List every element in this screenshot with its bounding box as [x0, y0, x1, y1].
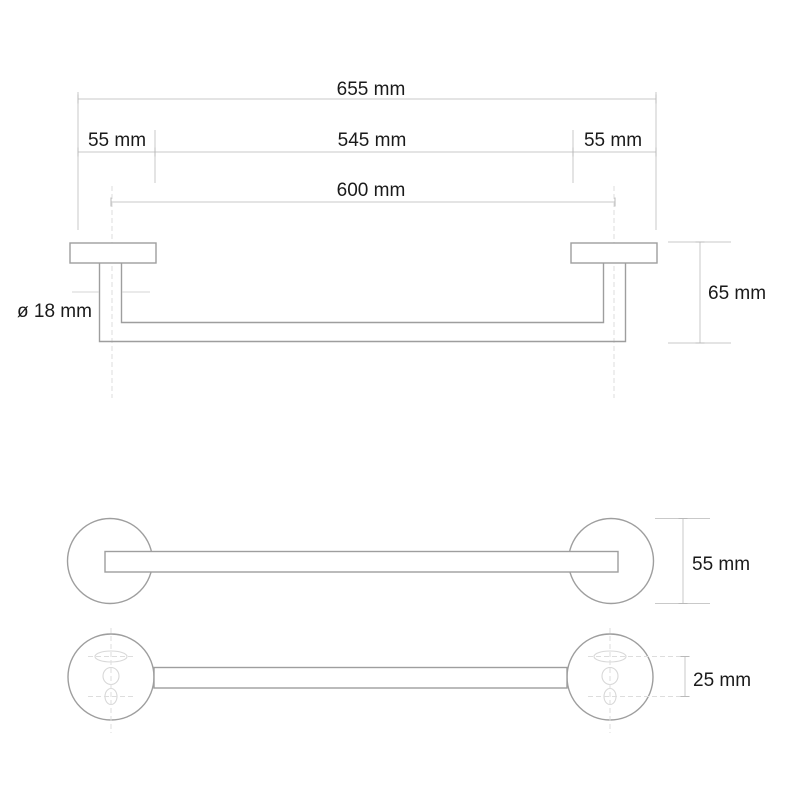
dimension-label-left-inset: 55 mm: [87, 130, 147, 151]
dimension-mount-centers: [111, 180, 615, 207]
dimension-label-hole-pitch: 25 mm: [693, 670, 752, 691]
right-wall-plate: [571, 243, 657, 263]
towel-bar-back: [154, 668, 567, 689]
towel-bar-outer-outline: [100, 263, 626, 342]
side-view: [17, 79, 766, 398]
front-view: [68, 519, 751, 604]
dimension-rose-diameter: [655, 519, 750, 604]
towel-bar-inner-outline: [122, 263, 604, 323]
dimension-label-overall-width: 655 mm: [336, 79, 406, 100]
extension-lines: [78, 92, 656, 230]
towel-bar-front: [105, 552, 618, 573]
dimension-label-depth: 65 mm: [708, 283, 767, 304]
dimension-label-inner-span: 545 mm: [337, 130, 407, 151]
dimension-overall-width: [78, 79, 656, 104]
dimension-tube-diameter: [17, 292, 150, 322]
dimension-label-mount-centers: 600 mm: [336, 180, 406, 201]
dimension-segmented-width: [78, 130, 656, 157]
mounting-view: [68, 628, 751, 733]
dimension-depth: [668, 242, 766, 343]
dimension-hole-pitch: [681, 657, 752, 697]
dimension-label-rose-diameter: 55 mm: [692, 554, 751, 575]
dimension-label-right-inset: 55 mm: [583, 130, 643, 151]
left-wall-plate: [70, 243, 156, 263]
dimension-label-tube-diameter: ø 18 mm: [17, 301, 92, 322]
